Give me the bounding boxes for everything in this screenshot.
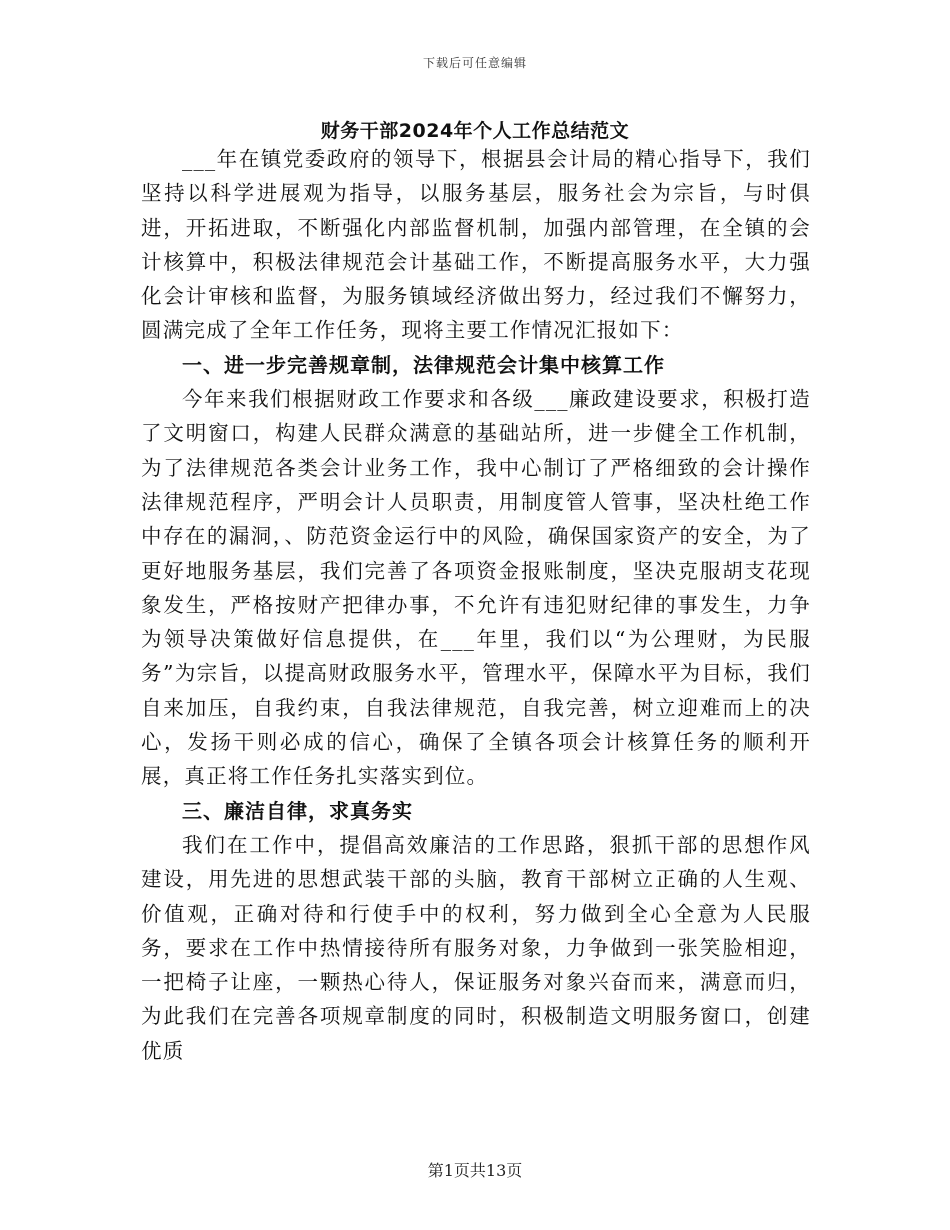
section-1-paragraph: 今年来我们根据财政工作要求和各级___廉政建设要求，积极打造了文明窗口，构建人民群众满意的基础站所，进一步健全工作机制，为了法律规范各类会计业务工作，我中心制订了严格细致的会计操作法律规范程序，严明会计人员职责，用制度管人管事，坚决杜绝工作中存在的漏洞，、防范资金运行中的风险，确保国家资产的安全，为了更好地服务基层，我们完善了各项资金报账制度，坚决克服胡支花现象发生，严格按财产把律办事，不允许有违犯财纪律的事发生，力争为领导决策做好信息提供，在___年里，我们以“为公理财，为民服务”为宗旨，以提高财政服务水平，管理水平，保障水平为目标，我们自来加压，自我约束，自我法律规范，自我完善，树立迎难而上的决心，发扬干则必成的信心，确保了全镇各项会计核算任务的顺利开展，真正将工作任务扎实落实到位。: [141, 387, 811, 789]
section-3-heading: 三、廉洁自律，求真务实: [182, 798, 413, 823]
document-title: 财务干部2024年个人工作总结范文: [320, 120, 630, 142]
page-footer: 第1页共13页: [427, 1161, 523, 1180]
section-1-heading: 一、进一步完善规章制，法律规范会计集中核算工作: [182, 352, 665, 377]
document-body: [141, 142, 811, 1068]
section-3-paragraph: 我们在工作中，提倡高效廉洁的工作思路，狠抓干部的思想作风建设，用先进的思想武装干部的头脑，教育干部树立正确的人生观、价值观，正确对待和行使手中的权利，努力做到全心全意为人民服务，要求在工作中热情接待所有服务对象，力争做到一张笑脸相迎，一把椅子让座，一颗热心待人，保证服务对象兴奋而来，满意而归，为此我们在完善各项规章制度的同时，积极制造文明服务窗口，创建优质: [141, 832, 811, 1063]
header-note: 下载后可任意编辑: [422, 56, 527, 70]
intro-paragraph: ___年在镇党委政府的领导下，根据县会计局的精心指导下，我们坚持以科学进展观为指导，以服务基层，服务社会为宗旨，与时俱进，开拓进取，不断强化内部监督机制，加强内部管理，在全镇的会计核算中，积极法律规范会计基础工作，不断提高服务水平，大力强化会计审核和监督，为服务镇域经济做出努力，经过我们不懈努力，圆满完成了全年工作任务，现将主要工作情况汇报如下：: [141, 147, 811, 343]
